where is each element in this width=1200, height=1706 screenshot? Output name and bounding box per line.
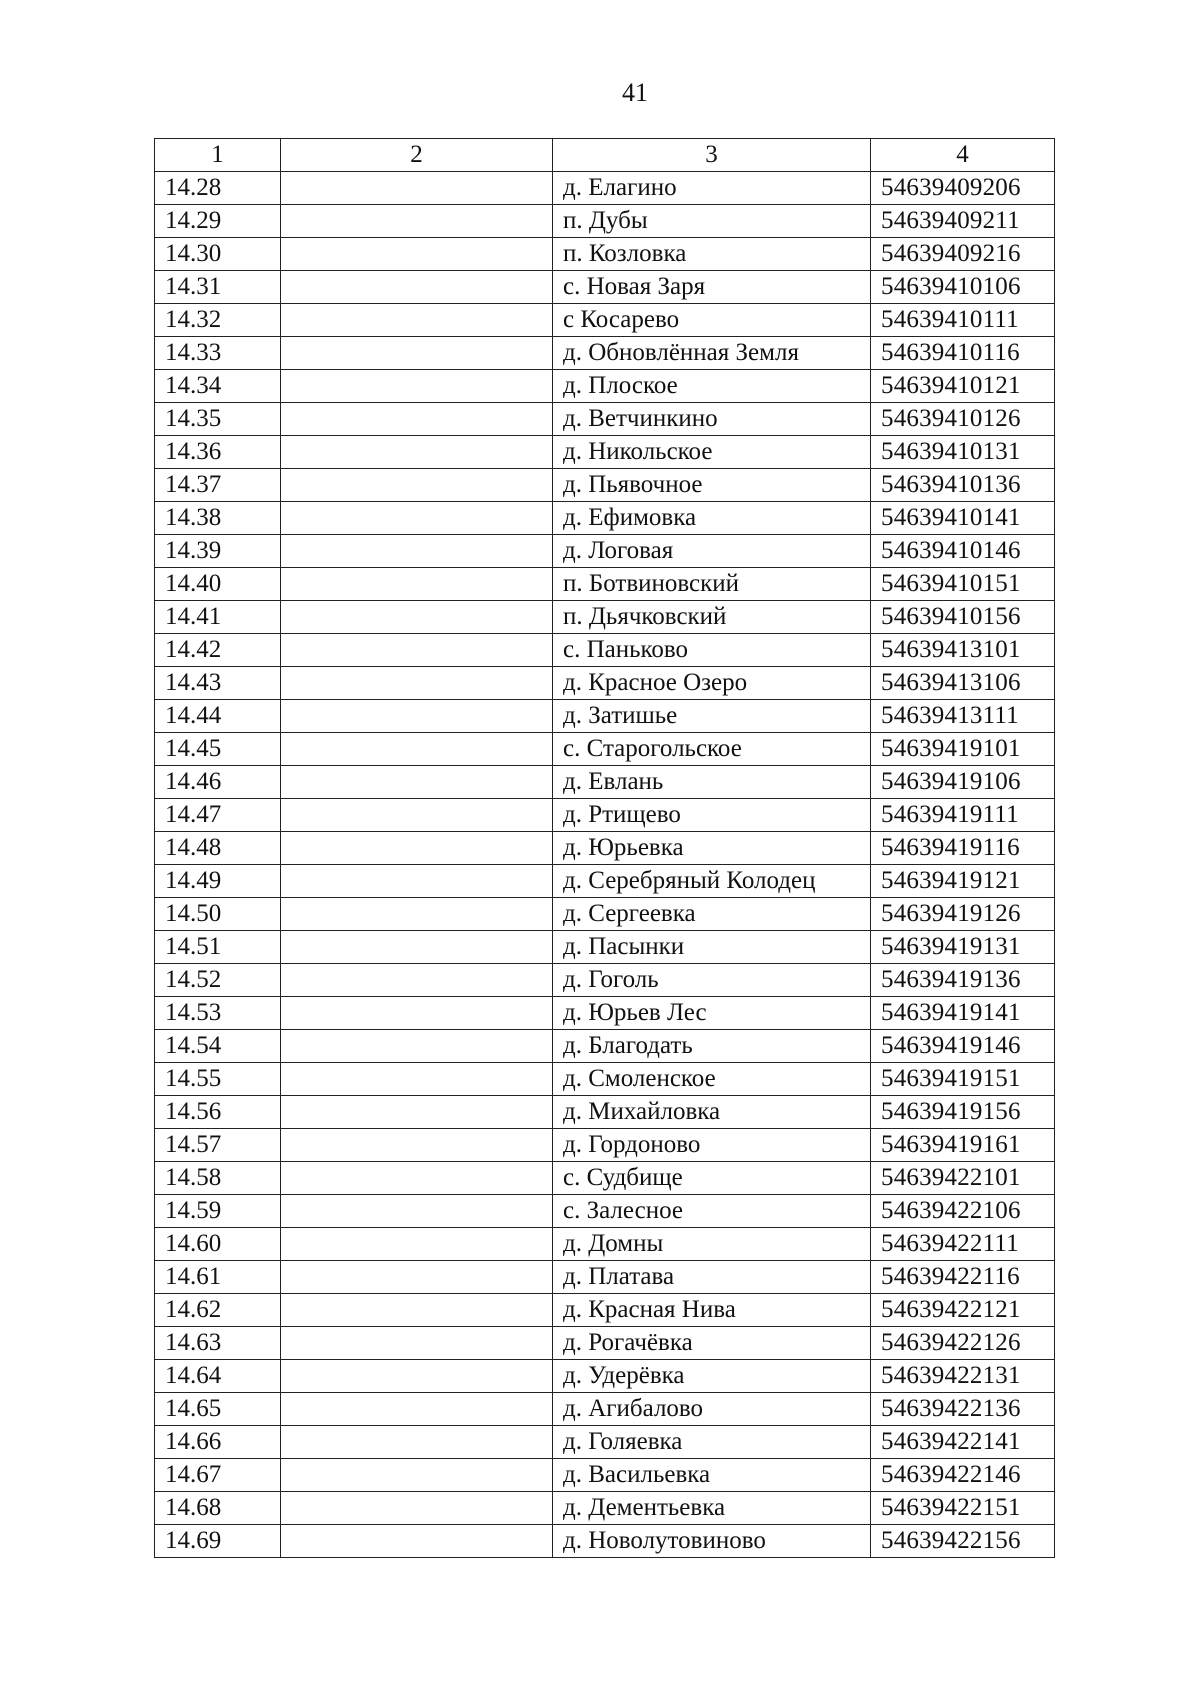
- oktmo-code: 54639419156: [871, 1096, 1055, 1129]
- settlement-name: д. Агибалово: [553, 1393, 871, 1426]
- settlement-name: д. Обновлённая Земля: [553, 337, 871, 370]
- row-number: 14.38: [155, 502, 281, 535]
- row-blank-cell: [281, 1393, 553, 1426]
- table-row: [155, 1162, 1055, 1195]
- row-number: 14.40: [155, 568, 281, 601]
- row-number: 14.54: [155, 1030, 281, 1063]
- settlement-name: п. Дубы: [553, 205, 871, 238]
- settlement-name: п. Ботвиновский: [553, 568, 871, 601]
- table-row: [155, 535, 1055, 568]
- oktmo-code: 54639419141: [871, 997, 1055, 1030]
- row-number: 14.58: [155, 1162, 281, 1195]
- table-row: [155, 1030, 1055, 1063]
- oktmo-code: 54639413111: [871, 700, 1055, 733]
- oktmo-code: 54639410151: [871, 568, 1055, 601]
- settlement-name: д. Михайловка: [553, 1096, 871, 1129]
- row-number: 14.36: [155, 436, 281, 469]
- row-blank-cell: [281, 634, 553, 667]
- row-number: 14.66: [155, 1426, 281, 1459]
- oktmo-code: 54639410141: [871, 502, 1055, 535]
- settlement-name: д. Новолутовиново: [553, 1525, 871, 1558]
- row-blank-cell: [281, 1327, 553, 1360]
- oktmo-code: 54639419106: [871, 766, 1055, 799]
- row-blank-cell: [281, 337, 553, 370]
- row-number: 14.56: [155, 1096, 281, 1129]
- settlement-name: д. Евлань: [553, 766, 871, 799]
- oktmo-code: 54639422141: [871, 1426, 1055, 1459]
- row-number: 14.52: [155, 964, 281, 997]
- oktmo-code: 54639422146: [871, 1459, 1055, 1492]
- row-number: 14.45: [155, 733, 281, 766]
- row-number: 14.59: [155, 1195, 281, 1228]
- row-blank-cell: [281, 502, 553, 535]
- table-row: [155, 634, 1055, 667]
- table-row: [155, 931, 1055, 964]
- row-number: 14.42: [155, 634, 281, 667]
- row-blank-cell: [281, 238, 553, 271]
- settlement-name: с. Новая Заря: [553, 271, 871, 304]
- row-number: 14.31: [155, 271, 281, 304]
- row-number: 14.64: [155, 1360, 281, 1393]
- oktmo-code: 54639419126: [871, 898, 1055, 931]
- table-row: [155, 1096, 1055, 1129]
- oktmo-code: 54639410126: [871, 403, 1055, 436]
- row-number: 14.41: [155, 601, 281, 634]
- table-row: [155, 172, 1055, 205]
- table-row: [155, 337, 1055, 370]
- table-row: [155, 733, 1055, 766]
- row-number: 14.68: [155, 1492, 281, 1525]
- table-row: [155, 1129, 1055, 1162]
- oktmo-code: 54639419161: [871, 1129, 1055, 1162]
- table-row: [155, 1360, 1055, 1393]
- row-number: 14.51: [155, 931, 281, 964]
- oktmo-code: 54639422121: [871, 1294, 1055, 1327]
- settlement-name: д. Елагино: [553, 172, 871, 205]
- row-blank-cell: [281, 898, 553, 931]
- row-number: 14.44: [155, 700, 281, 733]
- row-blank-cell: [281, 1294, 553, 1327]
- oktmo-code: 54639419101: [871, 733, 1055, 766]
- table-row: [155, 1261, 1055, 1294]
- oktmo-code: 54639410156: [871, 601, 1055, 634]
- oktmo-code: 54639419151: [871, 1063, 1055, 1096]
- row-blank-cell: [281, 865, 553, 898]
- row-blank-cell: [281, 667, 553, 700]
- oktmo-code: 54639410136: [871, 469, 1055, 502]
- row-number: 14.47: [155, 799, 281, 832]
- oktmo-code: 54639422101: [871, 1162, 1055, 1195]
- row-blank-cell: [281, 1228, 553, 1261]
- settlement-name: д. Ртищево: [553, 799, 871, 832]
- row-blank-cell: [281, 733, 553, 766]
- table-row: [155, 436, 1055, 469]
- settlement-name: д. Логовая: [553, 535, 871, 568]
- settlement-name: д. Удерёвка: [553, 1360, 871, 1393]
- table-row: [155, 1525, 1055, 1558]
- row-blank-cell: [281, 601, 553, 634]
- settlement-name: д. Серебряный Колодец: [553, 865, 871, 898]
- settlements-table: [154, 138, 1055, 1558]
- row-blank-cell: [281, 403, 553, 436]
- oktmo-code: 54639410106: [871, 271, 1055, 304]
- row-number: 14.35: [155, 403, 281, 436]
- settlement-name: д. Домны: [553, 1228, 871, 1261]
- row-blank-cell: [281, 172, 553, 205]
- header-col-1: 1: [155, 139, 281, 172]
- oktmo-code: 54639419131: [871, 931, 1055, 964]
- table-row: [155, 832, 1055, 865]
- settlement-name: д. Ефимовка: [553, 502, 871, 535]
- header-col-4: 4: [871, 139, 1055, 172]
- row-number: 14.34: [155, 370, 281, 403]
- oktmo-code: 54639422126: [871, 1327, 1055, 1360]
- table-row: [155, 205, 1055, 238]
- oktmo-code: 54639410131: [871, 436, 1055, 469]
- settlement-name: д. Красное Озеро: [553, 667, 871, 700]
- row-number: 14.28: [155, 172, 281, 205]
- row-blank-cell: [281, 436, 553, 469]
- row-blank-cell: [281, 1525, 553, 1558]
- table-row: [155, 700, 1055, 733]
- row-blank-cell: [281, 370, 553, 403]
- row-number: 14.30: [155, 238, 281, 271]
- settlement-name: д. Сергеевка: [553, 898, 871, 931]
- settlement-name: д. Васильевка: [553, 1459, 871, 1492]
- settlement-name: д. Пьявочное: [553, 469, 871, 502]
- table-row: [155, 271, 1055, 304]
- settlement-name: д. Пасынки: [553, 931, 871, 964]
- oktmo-code: 54639409206: [871, 172, 1055, 205]
- oktmo-code: 54639422156: [871, 1525, 1055, 1558]
- settlement-name: с Косарево: [553, 304, 871, 337]
- oktmo-code: 54639419116: [871, 832, 1055, 865]
- row-blank-cell: [281, 931, 553, 964]
- oktmo-code: 54639413101: [871, 634, 1055, 667]
- oktmo-code: 54639422116: [871, 1261, 1055, 1294]
- row-blank-cell: [281, 832, 553, 865]
- table-row: [155, 766, 1055, 799]
- row-blank-cell: [281, 766, 553, 799]
- oktmo-code: 54639419146: [871, 1030, 1055, 1063]
- table-row: [155, 964, 1055, 997]
- row-number: 14.63: [155, 1327, 281, 1360]
- table-row: [155, 568, 1055, 601]
- table-row: [155, 238, 1055, 271]
- oktmo-code: 54639413106: [871, 667, 1055, 700]
- row-number: 14.49: [155, 865, 281, 898]
- settlement-name: д. Красная Нива: [553, 1294, 871, 1327]
- settlement-name: с. Залесное: [553, 1195, 871, 1228]
- settlement-name: д. Никольское: [553, 436, 871, 469]
- table-row: [155, 304, 1055, 337]
- settlement-name: д. Плоское: [553, 370, 871, 403]
- settlement-name: д. Платава: [553, 1261, 871, 1294]
- settlement-name: д. Смоленское: [553, 1063, 871, 1096]
- settlement-name: д. Рогачёвка: [553, 1327, 871, 1360]
- table-row: [155, 667, 1055, 700]
- oktmo-code: 54639409216: [871, 238, 1055, 271]
- settlement-name: д. Юрьев Лес: [553, 997, 871, 1030]
- oktmo-code: 54639410111: [871, 304, 1055, 337]
- table-row: [155, 601, 1055, 634]
- settlement-name: д. Затишье: [553, 700, 871, 733]
- row-number: 14.67: [155, 1459, 281, 1492]
- table-row: [155, 403, 1055, 436]
- settlement-name: с. Паньково: [553, 634, 871, 667]
- row-blank-cell: [281, 1261, 553, 1294]
- row-number: 14.61: [155, 1261, 281, 1294]
- oktmo-code: 54639410116: [871, 337, 1055, 370]
- settlement-name: д. Голяевка: [553, 1426, 871, 1459]
- row-blank-cell: [281, 304, 553, 337]
- row-blank-cell: [281, 1459, 553, 1492]
- row-number: 14.39: [155, 535, 281, 568]
- table-row: [155, 502, 1055, 535]
- table-row: [155, 1459, 1055, 1492]
- oktmo-code: 54639422131: [871, 1360, 1055, 1393]
- row-number: 14.29: [155, 205, 281, 238]
- settlement-name: с. Судбище: [553, 1162, 871, 1195]
- row-number: 14.69: [155, 1525, 281, 1558]
- row-number: 14.33: [155, 337, 281, 370]
- settlement-name: п. Козловка: [553, 238, 871, 271]
- row-blank-cell: [281, 1492, 553, 1525]
- settlement-name: д. Гордоново: [553, 1129, 871, 1162]
- row-blank-cell: [281, 1096, 553, 1129]
- row-blank-cell: [281, 1360, 553, 1393]
- oktmo-code: 54639419121: [871, 865, 1055, 898]
- row-number: 14.50: [155, 898, 281, 931]
- table-row: [155, 1228, 1055, 1261]
- row-blank-cell: [281, 1129, 553, 1162]
- table-row: [155, 997, 1055, 1030]
- header-col-3: 3: [553, 139, 871, 172]
- row-number: 14.46: [155, 766, 281, 799]
- row-number: 14.60: [155, 1228, 281, 1261]
- table-row: [155, 1426, 1055, 1459]
- oktmo-code: 54639422151: [871, 1492, 1055, 1525]
- row-blank-cell: [281, 271, 553, 304]
- row-number: 14.43: [155, 667, 281, 700]
- oktmo-code: 54639422111: [871, 1228, 1055, 1261]
- settlement-name: д. Юрьевка: [553, 832, 871, 865]
- row-blank-cell: [281, 1195, 553, 1228]
- table-row: [155, 1393, 1055, 1426]
- row-number: 14.65: [155, 1393, 281, 1426]
- table-row: [155, 1327, 1055, 1360]
- row-blank-cell: [281, 1426, 553, 1459]
- oktmo-code: 54639419111: [871, 799, 1055, 832]
- row-blank-cell: [281, 700, 553, 733]
- row-number: 14.53: [155, 997, 281, 1030]
- row-blank-cell: [281, 799, 553, 832]
- oktmo-code: 54639419136: [871, 964, 1055, 997]
- table-row: [155, 799, 1055, 832]
- table-row: [155, 370, 1055, 403]
- settlement-name: п. Дьячковский: [553, 601, 871, 634]
- row-blank-cell: [281, 1030, 553, 1063]
- oktmo-code: 54639410121: [871, 370, 1055, 403]
- oktmo-code: 54639422106: [871, 1195, 1055, 1228]
- row-number: 14.55: [155, 1063, 281, 1096]
- row-number: 14.62: [155, 1294, 281, 1327]
- header-col-2: 2: [281, 139, 553, 172]
- row-number: 14.32: [155, 304, 281, 337]
- oktmo-code: 54639410146: [871, 535, 1055, 568]
- table-row: [155, 1294, 1055, 1327]
- row-blank-cell: [281, 535, 553, 568]
- table-row: [155, 469, 1055, 502]
- table-row: [155, 1492, 1055, 1525]
- row-blank-cell: [281, 997, 553, 1030]
- oktmo-code: 54639409211: [871, 205, 1055, 238]
- header-row: [155, 139, 1055, 172]
- settlement-name: д. Ветчинкино: [553, 403, 871, 436]
- table-row: [155, 1195, 1055, 1228]
- table-row: [155, 865, 1055, 898]
- row-number: 14.48: [155, 832, 281, 865]
- row-number: 14.37: [155, 469, 281, 502]
- table-row: [155, 898, 1055, 931]
- row-blank-cell: [281, 964, 553, 997]
- row-blank-cell: [281, 205, 553, 238]
- settlement-name: с. Старогольское: [553, 733, 871, 766]
- row-blank-cell: [281, 469, 553, 502]
- settlement-name: д. Дементьевка: [553, 1492, 871, 1525]
- table-row: [155, 1063, 1055, 1096]
- row-blank-cell: [281, 1063, 553, 1096]
- settlement-name: д. Благодать: [553, 1030, 871, 1063]
- row-blank-cell: [281, 1162, 553, 1195]
- page-number: 41: [622, 78, 648, 107]
- row-number: 14.57: [155, 1129, 281, 1162]
- settlement-name: д. Гоголь: [553, 964, 871, 997]
- oktmo-code: 54639422136: [871, 1393, 1055, 1426]
- table-body: [155, 172, 1055, 1558]
- row-blank-cell: [281, 568, 553, 601]
- table-header: [155, 139, 1055, 172]
